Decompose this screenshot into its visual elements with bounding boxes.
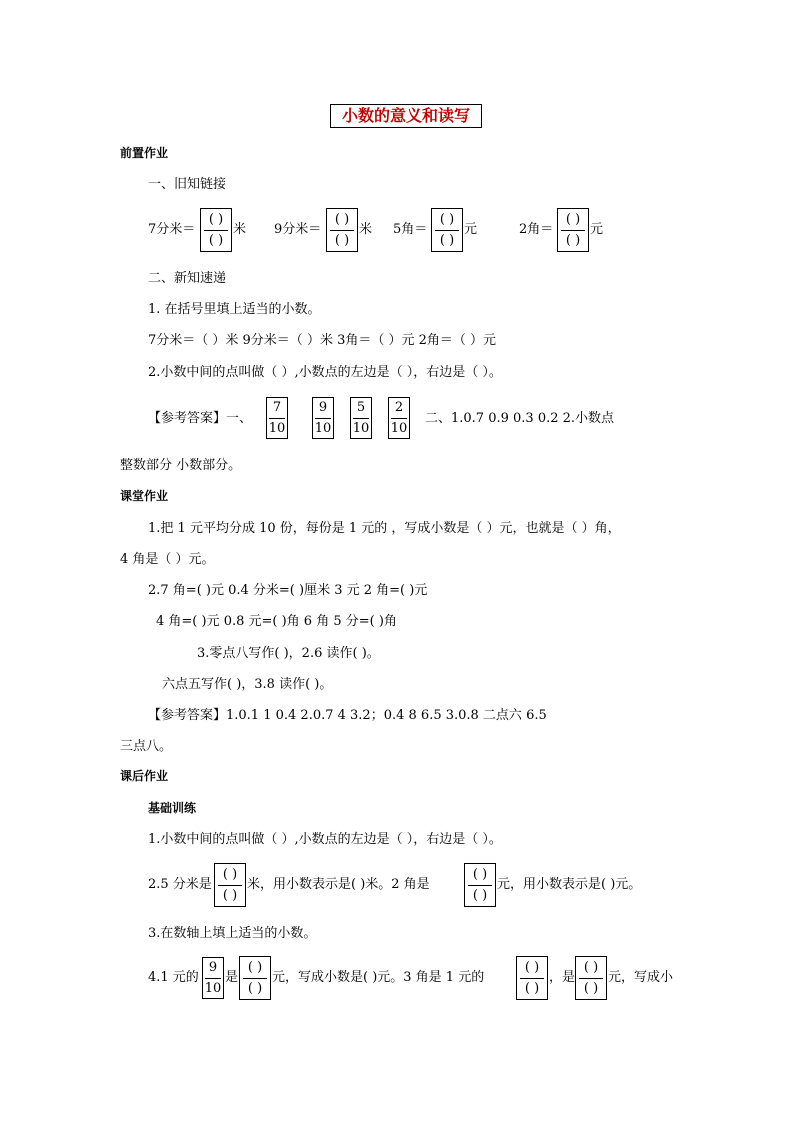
fraction-denominator: ( ) [565,233,581,248]
pre-answer-tail: 二、1.0.7 0.9 0.3 0.2 2.小数点 [425,411,615,426]
s1-unit-4: 元 [590,222,604,237]
answer-fraction [312,397,334,439]
fraction-denominator: 10 [314,421,332,436]
fraction-bar [520,978,543,979]
section-pre-heading: 前置作业 [120,146,169,160]
fraction-denominator: ( ) [222,888,238,903]
class-q3b: 六点五写作( )，3.8 读作( )。 [162,677,333,692]
class-answer: 【参考答案】1.0.1 1 0.4 2.0.7 4 3.2；0.4 8 6.5 3.0.8 二点六 6.5 [148,708,547,723]
fraction-denominator: ( ) [334,233,350,248]
fraction-bar [579,978,602,979]
fraction-denominator: 10 [352,421,370,436]
fraction-box [464,863,496,907]
s1-unit-1: 米 [233,222,247,237]
pre-answer-label: 【参考答案】一、 [148,411,253,426]
after-q3: 3.在数轴上填上适当的小数。 [148,926,317,941]
fraction-numerator: 9 [208,960,218,975]
fraction-bar [468,885,491,886]
fraction-box [557,208,589,252]
fraction-numerator: ( ) [222,867,238,882]
fraction-box [575,956,607,1000]
s1-title: 一、旧知链接 [148,177,227,192]
after-q2c: 元，用小数表示是( )元。 [497,877,642,892]
fraction-denominator: ( ) [472,888,488,903]
fraction-bar [353,418,369,419]
fraction-bar [315,418,331,419]
fraction-bar [205,978,221,979]
fraction-numerator: ( ) [472,867,488,882]
fraction-denominator: 10 [268,421,286,436]
fraction-denominator: 10 [204,981,222,996]
fraction-denominator: ( ) [208,233,224,248]
fraction-numerator: 2 [394,400,404,415]
class-answer-line2: 三点八。 [120,739,173,754]
page-title: 小数的意义和读写 [330,104,482,128]
s1-item-3: 5角＝ [393,222,428,237]
fraction-numerator: 9 [318,400,328,415]
answer-fraction [266,397,288,439]
fraction-bar [204,230,227,231]
after-q2a: 2.5 分米是 [148,877,212,892]
fraction-bar [391,418,407,419]
class-q2a: 2.7 角=( )元 0.4 分米=( )厘米 3 元 2 角=( )元 [148,583,428,598]
after-q4c: 元，写成小数是( )元。3 角是 1 元的 [272,970,485,985]
fraction-bar [269,418,285,419]
fraction-box [200,208,232,252]
fraction-bar [243,978,266,979]
after-q4b: 是 [225,970,239,985]
fraction-bar [330,230,353,231]
after-q1: 1.小数中间的点叫做（ ）,小数点的左边是（ ），右边是（ ）。 [148,832,502,847]
pre-q1-line: 7分米＝（ ）米 9分米＝（ ）米 3角＝（ ）元 2角＝（ ）元 [148,333,497,348]
answer-fraction [388,397,410,439]
fraction-box [431,208,463,252]
fraction-numerator: ( ) [565,212,581,227]
fraction-denominator: ( ) [524,981,540,996]
fraction-denominator: ( ) [247,981,263,996]
after-q4e: 元，写成小 [608,970,674,985]
fraction-denominator: ( ) [583,981,599,996]
s1-unit-2: 米 [359,222,373,237]
fraction-numerator: ( ) [208,212,224,227]
section-after-heading: 课后作业 [120,769,169,783]
fraction-numerator: ( ) [583,960,599,975]
pre-q1: 1. 在括号里填上适当的小数。 [148,302,321,317]
fraction-numerator: ( ) [524,960,540,975]
after-q4a: 4.1 元的 [148,970,199,985]
after-q4d: ，是 [549,970,576,985]
subsection-basic: 基础训练 [148,801,197,815]
fraction-box [239,956,271,1000]
s2-title: 二、新知速递 [148,271,227,286]
class-q1b: 4 角是（ ）元。 [120,552,215,567]
fraction-numerator: ( ) [247,960,263,975]
fraction-numerator: 5 [356,400,366,415]
after-q2b: 米，用小数表示是( )米。2 角是 [247,877,430,892]
fraction-bar [218,885,241,886]
answer-fraction [350,397,372,439]
pre-q2: 2.小数中间的点叫做（ ）,小数点的左边是（ ），右边是（ ）。 [148,365,502,380]
class-q2b: 4 角=( )元 0.8 元=( )角 6 角 5 分=( )角 [156,614,397,629]
fraction-box [214,863,246,907]
fraction-denominator: ( ) [439,233,455,248]
s1-unit-3: 元 [464,222,478,237]
section-class-heading: 课堂作业 [120,489,169,503]
pre-answer-line2: 整数部分 小数部分。 [120,458,242,473]
fraction-bar [435,230,458,231]
fraction-bar [561,230,584,231]
class-q3a: 3.零点八写作( )，2.6 读作( )。 [197,646,380,661]
class-q1a: 1.把 1 元平均分成 10 份，每份是 1 元的 ，写成小数是（ ）元，也就是（ ）角， [148,521,621,536]
fraction-numerator: 7 [272,400,282,415]
s1-item-1: 7分米＝ [148,222,196,237]
fraction-denominator: 10 [390,421,408,436]
fraction-numerator: ( ) [334,212,350,227]
s1-item-4: 2角＝ [519,222,554,237]
fraction-box [516,956,548,1000]
q4-fraction [202,957,224,999]
s1-item-2: 9分米＝ [274,222,322,237]
fraction-numerator: ( ) [439,212,455,227]
fraction-box [326,208,358,252]
